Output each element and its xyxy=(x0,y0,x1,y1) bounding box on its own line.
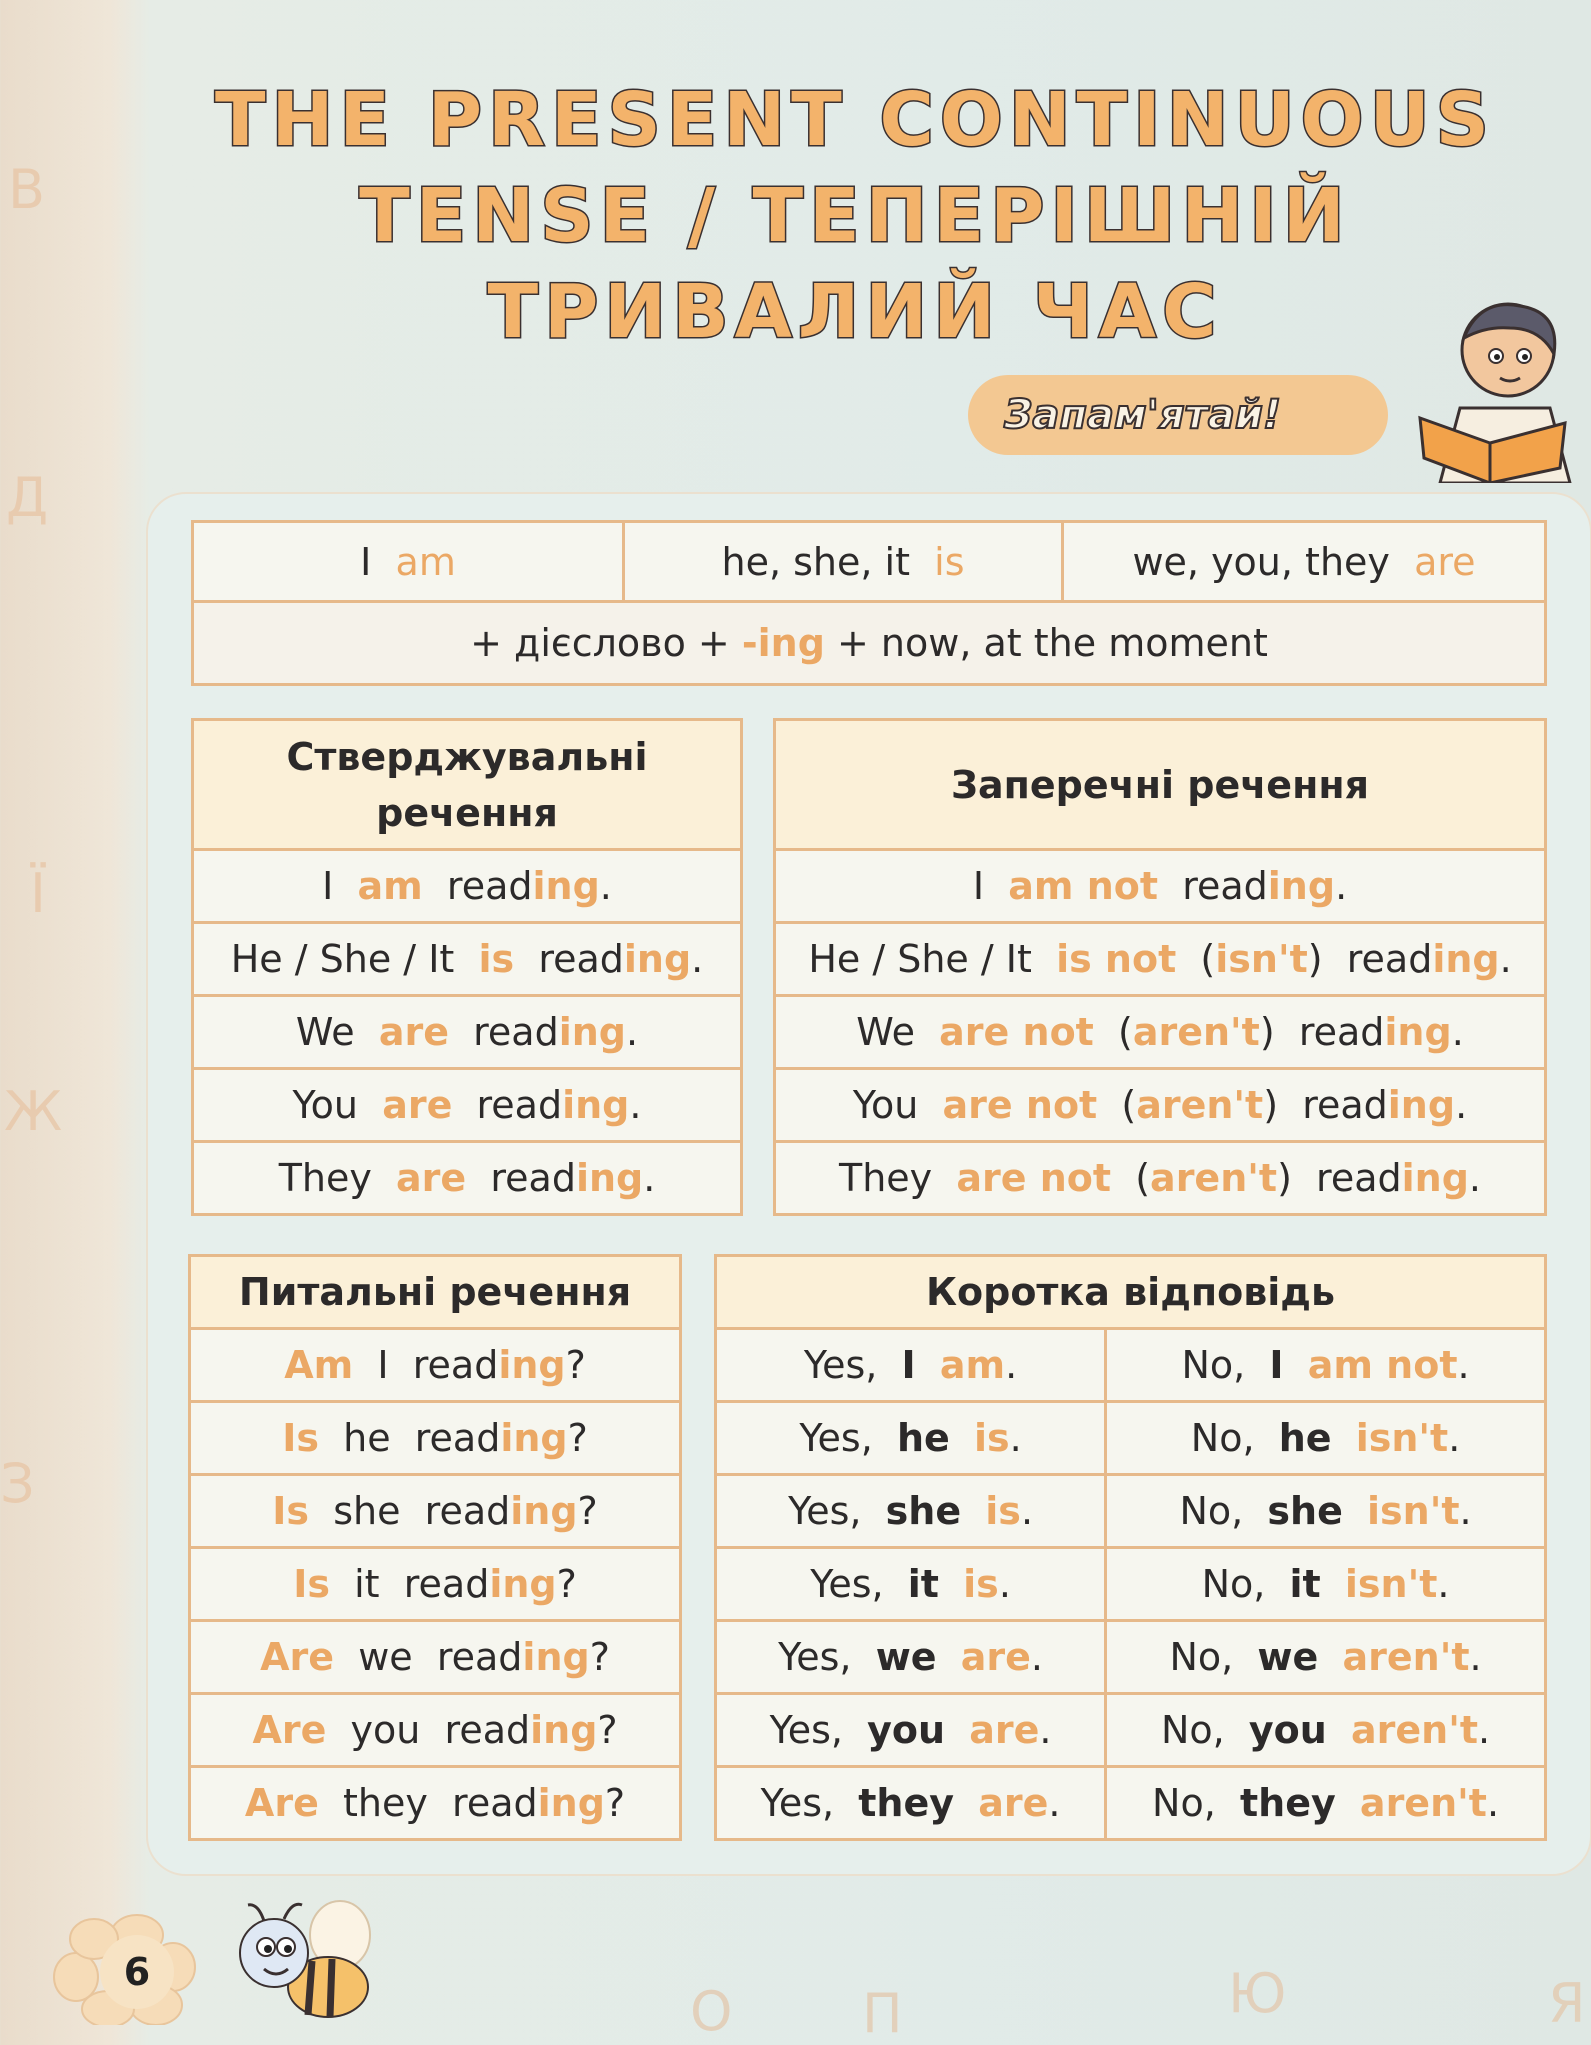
negative-auxiliary: am not xyxy=(1307,1343,1458,1387)
ing-suffix: ing xyxy=(558,1010,626,1054)
title-line: THE PRESENT CONTINUOUS xyxy=(215,77,1495,163)
verb-stem: read xyxy=(1302,1083,1388,1127)
punctuation: ? xyxy=(567,1416,588,1460)
subject: You xyxy=(852,1083,919,1127)
no-word: No, xyxy=(1190,1416,1255,1460)
short-answers-table xyxy=(714,1254,1547,1841)
bottom-letter: Ю xyxy=(1228,1962,1287,2025)
verb-stem: read xyxy=(446,864,533,908)
contraction: aren't xyxy=(1150,1156,1278,1200)
subject: it xyxy=(907,1562,939,1606)
no-answer: No, she isn't. xyxy=(1106,1475,1546,1548)
verb-stem: read xyxy=(414,1416,501,1460)
table-header: Коротка відповідь xyxy=(716,1256,1546,1329)
verb-stem: read xyxy=(538,937,624,981)
negative-auxiliary: aren't xyxy=(1342,1635,1470,1679)
auxiliary: are xyxy=(969,1708,1040,1752)
subject: I xyxy=(1269,1343,1284,1387)
verb-stem: read xyxy=(1346,937,1433,981)
table-row: They are not (aren't) reading. xyxy=(775,1142,1546,1215)
yes-word: Yes, xyxy=(769,1708,843,1752)
title-line: ТРИВАЛИЙ ЧАС xyxy=(487,269,1223,355)
punctuation: ? xyxy=(597,1708,618,1752)
no-answer: No, they aren't. xyxy=(1106,1767,1546,1840)
rule-part: + now, at the moment xyxy=(837,621,1268,665)
auxiliary: Is xyxy=(272,1489,310,1533)
ing-suffix: -ing xyxy=(741,621,825,665)
page-number-badge xyxy=(38,1905,198,2025)
formula-cell xyxy=(1063,522,1546,602)
yes-answer: Yes, they are. xyxy=(716,1767,1106,1840)
no-word: No, xyxy=(1160,1708,1225,1752)
title-line: TENSE / ТЕПЕРІШНІЙ xyxy=(359,173,1351,259)
ing-suffix: ing xyxy=(500,1416,568,1460)
table-row xyxy=(190,1767,681,1840)
table-header: Стверджувальні речення xyxy=(193,720,742,850)
punctuation: ? xyxy=(577,1489,598,1533)
bottom-letter: О xyxy=(690,1980,733,2043)
margin-letter: Ж xyxy=(4,1080,63,1143)
auxiliary: is xyxy=(934,539,965,584)
yes-word: Yes, xyxy=(778,1635,852,1679)
auxiliary: are not xyxy=(942,1083,1098,1127)
punctuation: ? xyxy=(556,1562,577,1606)
subject: I xyxy=(322,864,334,908)
subject: you xyxy=(867,1708,946,1752)
verb-stem: read xyxy=(452,1781,538,1825)
punctuation: . xyxy=(1335,864,1348,908)
verb-stem: read xyxy=(436,1635,523,1679)
negative-auxiliary: isn't xyxy=(1367,1489,1460,1533)
auxiliary: are xyxy=(960,1635,1031,1679)
negative-auxiliary: aren't xyxy=(1359,1781,1487,1825)
table-row xyxy=(190,1621,681,1694)
no-answer: No, you aren't. xyxy=(1106,1694,1546,1767)
ing-suffix: ing xyxy=(1267,864,1336,908)
table-header: Заперечні речення xyxy=(775,720,1546,850)
subject: she xyxy=(333,1489,401,1533)
subject: I xyxy=(901,1343,916,1387)
auxiliary: are not xyxy=(956,1156,1112,1200)
margin-letter: Д xyxy=(6,466,49,529)
boy-reading-illustration xyxy=(1400,298,1580,483)
ing-suffix: ing xyxy=(489,1562,557,1606)
yes-answer: Yes, it is. xyxy=(716,1548,1106,1621)
table-row: He / She / It is not (isn't) reading. xyxy=(775,923,1546,996)
yes-word: Yes, xyxy=(810,1562,884,1606)
table-row xyxy=(190,1329,681,1402)
negative-auxiliary: isn't xyxy=(1355,1416,1449,1460)
auxiliary: are xyxy=(378,1010,449,1054)
punctuation: . xyxy=(626,1010,639,1054)
subject: He / She / It xyxy=(808,937,1032,981)
ing-suffix: ing xyxy=(1384,1010,1452,1054)
ing-suffix: ing xyxy=(530,1708,598,1752)
ing-suffix: ing xyxy=(1387,1083,1456,1127)
auxiliary: are xyxy=(978,1781,1049,1825)
ing-suffix: ing xyxy=(532,864,600,908)
table-row xyxy=(193,996,742,1069)
yes-answer: Yes, you are. xyxy=(716,1694,1106,1767)
subject: it xyxy=(354,1562,380,1606)
table-header: Питальні речення xyxy=(190,1256,681,1329)
punctuation: . xyxy=(599,864,612,908)
yes-answer: Yes, she is. xyxy=(716,1475,1106,1548)
verb-stem: read xyxy=(412,1343,499,1387)
contraction: aren't xyxy=(1132,1010,1260,1054)
table-row xyxy=(775,850,1546,923)
subject: he xyxy=(896,1416,950,1460)
page-number: 6 xyxy=(100,1935,174,2009)
subject: I xyxy=(972,864,985,908)
auxiliary: are xyxy=(382,1083,453,1127)
auxiliary: Are xyxy=(244,1781,319,1825)
subject: I xyxy=(377,1343,389,1387)
ing-suffix: ing xyxy=(1401,1156,1469,1200)
no-answer: No, we aren't. xyxy=(1106,1621,1546,1694)
subject: they xyxy=(343,1781,428,1825)
subject: he xyxy=(1278,1416,1332,1460)
auxiliary: Are xyxy=(260,1635,335,1679)
subject: he, she, it xyxy=(721,539,910,584)
auxiliary: is xyxy=(973,1416,1010,1460)
remember-badge: Запам'ятай! xyxy=(968,375,1388,455)
ing-suffix: ing xyxy=(522,1635,590,1679)
punctuation: . xyxy=(629,1083,642,1127)
margin-letter: З xyxy=(0,1452,35,1515)
negative-table xyxy=(773,718,1547,1216)
subject: she xyxy=(885,1489,962,1533)
ing-suffix: ing xyxy=(537,1781,605,1825)
contraction: aren't xyxy=(1136,1083,1264,1127)
subject: you xyxy=(350,1708,421,1752)
punctuation: . xyxy=(1455,1083,1468,1127)
subject: they xyxy=(858,1781,955,1825)
ing-suffix: ing xyxy=(1432,937,1500,981)
yes-word: Yes, xyxy=(799,1416,873,1460)
rule-part: + дієслово + xyxy=(470,621,730,665)
page-title xyxy=(170,72,1540,360)
ing-suffix: ing xyxy=(575,1156,644,1200)
subject: they xyxy=(1239,1781,1336,1825)
no-word: No, xyxy=(1201,1562,1266,1606)
formula-rule xyxy=(193,602,1546,685)
margin-letter: Ї xyxy=(30,862,46,925)
bottom-letter: П xyxy=(862,1982,903,2045)
punctuation: ? xyxy=(604,1781,626,1825)
formula-cell xyxy=(624,522,1063,602)
table-row xyxy=(193,1069,742,1142)
punctuation: . xyxy=(691,937,704,981)
subject: it xyxy=(1289,1562,1321,1606)
ing-suffix: ing xyxy=(623,937,692,981)
table-row xyxy=(193,850,742,923)
verb-stem: read xyxy=(424,1489,511,1533)
verb-stem: read xyxy=(1298,1010,1385,1054)
subject: you xyxy=(1248,1708,1327,1752)
verb-stem: read xyxy=(444,1708,531,1752)
punctuation: . xyxy=(1468,1156,1481,1200)
auxiliary: am xyxy=(939,1343,1006,1387)
no-answer: No, he isn't. xyxy=(1106,1402,1546,1475)
verb-stem: read xyxy=(476,1083,563,1127)
table-row: You are not (aren't) reading. xyxy=(775,1069,1546,1142)
verb-stem: read xyxy=(1182,864,1268,908)
yes-word: Yes, xyxy=(788,1489,862,1533)
subject: we xyxy=(1257,1635,1319,1679)
subject: we xyxy=(358,1635,413,1679)
subject: He / She / It xyxy=(230,937,455,981)
auxiliary: are xyxy=(1414,539,1476,584)
no-answer: No, I am not. xyxy=(1106,1329,1546,1402)
ing-suffix: ing xyxy=(498,1343,566,1387)
formula-table xyxy=(191,520,1547,686)
punctuation: ? xyxy=(589,1635,610,1679)
verb-stem: read xyxy=(403,1562,490,1606)
auxiliary: are not xyxy=(939,1010,1094,1054)
bee-icon xyxy=(228,1895,398,2031)
subject: You xyxy=(292,1083,359,1127)
no-word: No, xyxy=(1181,1343,1246,1387)
auxiliary: am not xyxy=(1008,864,1159,908)
subject: I xyxy=(360,539,372,584)
auxiliary: is xyxy=(478,937,515,981)
yes-answer: Yes, we are. xyxy=(716,1621,1106,1694)
auxiliary: am xyxy=(395,539,456,584)
subject: They xyxy=(278,1156,372,1200)
yes-answer: Yes, he is. xyxy=(716,1402,1106,1475)
no-word: No, xyxy=(1179,1489,1244,1533)
yes-answer: Yes, I am. xyxy=(716,1329,1106,1402)
auxiliary: Am xyxy=(284,1343,354,1387)
auxiliary: is xyxy=(963,1562,999,1606)
table-row xyxy=(193,1142,742,1215)
affirmative-table xyxy=(191,718,743,1216)
auxiliary: am xyxy=(357,864,423,908)
punctuation: . xyxy=(1499,937,1512,981)
table-row xyxy=(193,923,742,996)
margin-letter: В xyxy=(8,158,46,221)
subject: he xyxy=(343,1416,391,1460)
subject: we xyxy=(875,1635,937,1679)
negative-auxiliary: isn't xyxy=(1344,1562,1438,1606)
table-row xyxy=(190,1548,681,1621)
table-row xyxy=(190,1694,681,1767)
verb-stem: read xyxy=(473,1010,559,1054)
punctuation: ? xyxy=(565,1343,586,1387)
no-answer: No, it isn't. xyxy=(1106,1548,1546,1621)
negative-auxiliary: aren't xyxy=(1351,1708,1479,1752)
bottom-letter: Я xyxy=(1548,1972,1586,2035)
auxiliary: Are xyxy=(252,1708,327,1752)
table-row xyxy=(190,1402,681,1475)
auxiliary: is xyxy=(985,1489,1021,1533)
auxiliary: Is xyxy=(282,1416,319,1460)
subject: she xyxy=(1267,1489,1343,1533)
contraction: isn't xyxy=(1215,937,1308,981)
subject: We xyxy=(856,1010,915,1054)
table-row xyxy=(190,1475,681,1548)
ing-suffix: ing xyxy=(562,1083,630,1127)
ing-suffix: ing xyxy=(510,1489,578,1533)
no-word: No, xyxy=(1169,1635,1234,1679)
table-row: We are not (aren't) reading. xyxy=(775,996,1546,1069)
auxiliary: Is xyxy=(293,1562,330,1606)
punctuation: . xyxy=(1451,1010,1464,1054)
auxiliary: is not xyxy=(1056,937,1177,981)
subject: we, you, they xyxy=(1132,539,1390,584)
verb-stem: read xyxy=(490,1156,576,1200)
formula-cell xyxy=(193,522,624,602)
subject: They xyxy=(839,1156,933,1200)
yes-word: Yes, xyxy=(760,1781,835,1825)
punctuation: . xyxy=(643,1156,656,1200)
verb-stem: read xyxy=(1316,1156,1402,1200)
no-word: No, xyxy=(1152,1781,1216,1825)
yes-word: Yes, xyxy=(803,1343,878,1387)
questions-table xyxy=(188,1254,682,1841)
subject: We xyxy=(295,1010,355,1054)
auxiliary: are xyxy=(396,1156,467,1200)
